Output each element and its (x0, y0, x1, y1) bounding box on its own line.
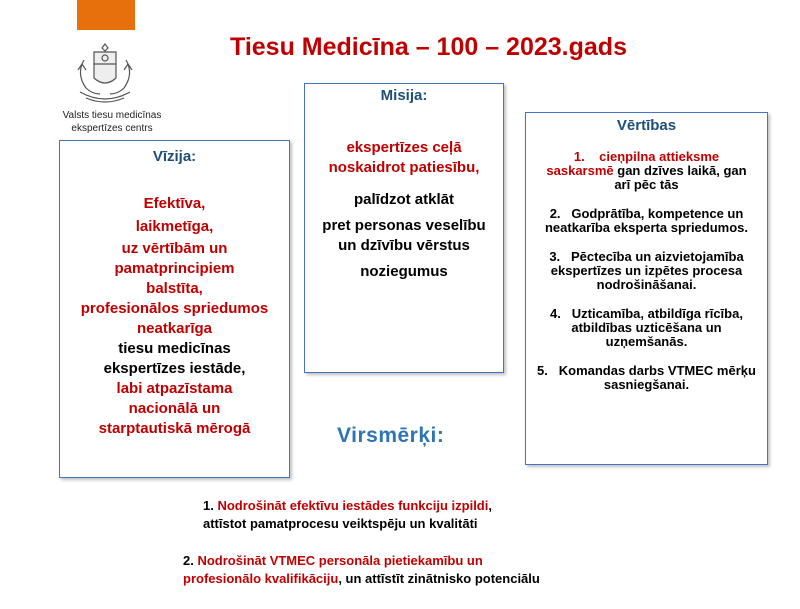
values-item-number: 4. (550, 306, 561, 321)
values-list (526, 150, 767, 392)
goal-highlight: Nodrošināt efektīvu iestādes funkciju izpildi (217, 498, 489, 513)
values-item-text: Uzticamība, atbildīga rīcība, atbildības uzticēšana un uzņemšanās. (571, 306, 743, 349)
values-item-number: 1. (573, 149, 585, 164)
vision-line: tiesu medicīnas ekspertīzes iestāde, (103, 340, 246, 377)
orange-accent-bar (77, 0, 135, 30)
goal-highlight: profesionālo kvalifikāciju (183, 571, 339, 586)
values-item-text: Godprātība, kompetence un neatkarība eksperta spriedumos. (544, 206, 749, 235)
goal-number: 1. (203, 498, 214, 513)
mission-red-text: ekspertīzes ceļā noskaidrot patiesību, (328, 139, 480, 176)
values-item (532, 364, 761, 392)
goal-highlight: Nodrošināt VTMEC personāla pietiekamību un (197, 553, 483, 568)
strategic-goal-2 (183, 552, 540, 588)
vision-box (59, 140, 290, 478)
values-item-number: 3. (549, 249, 561, 264)
vision-line: labi atpazīstama nacionālā un starptautiskā mērogā (98, 380, 251, 437)
goal-text: , (488, 498, 492, 513)
strategic-goals-heading: Virsmērķi: (337, 424, 445, 447)
org-name-line1: Valsts tiesu medicīnas (62, 110, 162, 121)
coat-of-arms-icon (72, 40, 138, 110)
values-item-highlight: cieņpilna attieksme saskarsmē (546, 149, 720, 178)
strategic-goal-1 (203, 497, 492, 533)
mission-heading: Misija: (380, 87, 428, 104)
values-item-text: Pēctecība un aizvietojamība ekspertīzes un izpētes procesa nodrošināšanai. (550, 249, 744, 292)
org-name-line2: ekspertīzes centrs (71, 123, 153, 134)
goal-number: 2. (183, 553, 194, 568)
values-item (532, 207, 761, 235)
vision-line: uz vērtībām un pamatprincipiem balstīta, (114, 240, 235, 297)
vision-line: laikmetīga, (135, 218, 214, 235)
values-item (532, 307, 761, 349)
values-item-number: 2. (549, 206, 561, 221)
mission-line: noziegumus (360, 263, 448, 280)
mission-line: pret personas veselību un dzīvību vērstus (322, 217, 486, 254)
mission-body (305, 138, 503, 282)
page-title: Tiesu Medicīna – 100 – 2023.gads (230, 33, 627, 61)
values-box (525, 112, 768, 465)
mission-line: palīdzot atklāt (353, 191, 454, 208)
goal-text: attīstot pamatprocesu veiktspēju un kvalitāti (203, 516, 478, 531)
values-item (532, 150, 761, 192)
mission-box (304, 83, 504, 373)
vision-body (60, 194, 289, 439)
values-item (532, 250, 761, 292)
vision-heading: Vīzija: (152, 148, 197, 165)
values-item-number: 5. (537, 363, 548, 378)
mission-black-text (305, 190, 503, 282)
values-item-text: Komandas darbs VTMEC mērķu sasniegšanai. (558, 363, 756, 392)
organization-name (52, 109, 172, 135)
goal-text: , un attīstīt zinātnisko potenciālu (338, 571, 540, 586)
values-item-text: gan dzīves laikā, gan arī pēc tās (613, 163, 747, 192)
values-heading: Vērtības (616, 117, 677, 134)
vision-line: profesionālos spriedumos neatkarīga (80, 300, 269, 337)
vision-line: Efektīva, (143, 195, 206, 212)
